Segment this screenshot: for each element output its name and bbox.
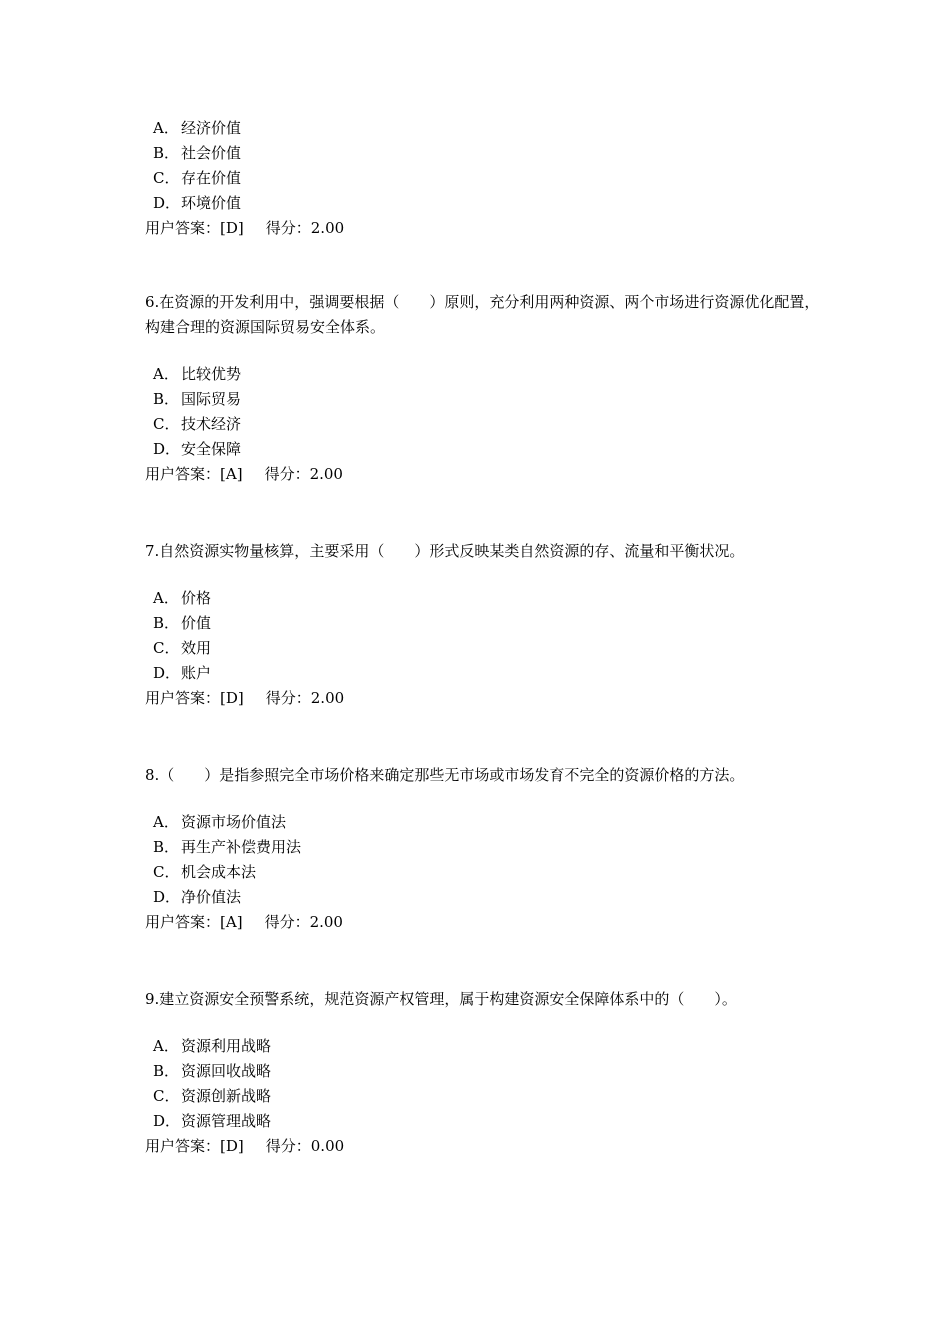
option-c <box>145 412 825 437</box>
option-letter: A． <box>153 119 179 137</box>
option-letter: C． <box>153 1087 180 1105</box>
option-letter: B． <box>153 144 180 162</box>
question-block-6 <box>145 290 825 487</box>
option-b <box>145 611 825 636</box>
option-letter: D． <box>153 440 181 458</box>
option-text: 效用 <box>181 639 212 657</box>
option-letter: B． <box>153 614 180 632</box>
option-a <box>145 116 825 141</box>
answer-label: 用户答案： <box>145 219 221 237</box>
answer-value: [A] <box>220 913 243 931</box>
option-text: 国际贸易 <box>181 390 242 408</box>
score-label: 得分： <box>264 913 310 931</box>
user-answer-line <box>145 462 825 487</box>
option-text: 资源回收战略 <box>181 1062 272 1080</box>
option-letter: B． <box>153 1062 180 1080</box>
option-b <box>145 141 825 166</box>
score-label: 得分： <box>265 1137 311 1155</box>
options-list <box>145 116 825 216</box>
option-d <box>145 1109 825 1134</box>
option-a <box>145 810 825 835</box>
option-b <box>145 835 825 860</box>
option-letter: D． <box>153 1112 181 1130</box>
score-label: 得分： <box>265 689 311 707</box>
question-block-7 <box>145 539 825 711</box>
score-value: 2.00 <box>310 689 345 707</box>
question-text: 6.在资源的开发利用中，强调要根据（ ）原则，充分利用两种资源、两个市场进行资源优化配置，构建合理的资源国际贸易安全体系。 <box>145 293 820 336</box>
option-text: 社会价值 <box>181 144 242 162</box>
option-text: 环境价值 <box>181 194 242 212</box>
option-text: 价值 <box>181 614 212 632</box>
question-text: 8.（ ）是指参照完全市场价格来确定那些无市场或市场发育不完全的资源价格的方法。 <box>145 766 745 784</box>
option-letter: B． <box>153 390 180 408</box>
option-letter: B． <box>153 838 180 856</box>
option-text: 资源创新战略 <box>181 1087 272 1105</box>
option-text: 比较优势 <box>181 365 242 383</box>
option-d <box>145 191 825 216</box>
option-letter: D． <box>153 664 181 682</box>
option-letter: D． <box>153 194 181 212</box>
option-letter: C． <box>153 639 180 657</box>
option-c <box>145 1084 825 1109</box>
option-d <box>145 437 825 462</box>
answer-value: [D] <box>220 1137 244 1155</box>
option-d <box>145 885 825 910</box>
options-list <box>145 810 825 910</box>
option-text: 安全保障 <box>181 440 242 458</box>
answer-label: 用户答案： <box>145 1137 221 1155</box>
option-text: 账户 <box>181 664 212 682</box>
option-letter: A． <box>153 365 179 383</box>
option-text: 经济价值 <box>181 119 242 137</box>
option-text: 净价值法 <box>181 888 242 906</box>
option-letter: A． <box>153 813 179 831</box>
score-label: 得分： <box>264 465 310 483</box>
option-text: 资源利用战略 <box>181 1037 272 1055</box>
option-a <box>145 1034 825 1059</box>
question-text: 7.自然资源实物量核算，主要采用（ ）形式反映某类自然资源的存、流量和平衡状况。 <box>145 542 745 560</box>
options-list <box>145 1034 825 1134</box>
answer-value: [D] <box>220 689 244 707</box>
option-letter: C． <box>153 863 180 881</box>
option-text: 机会成本法 <box>181 863 257 881</box>
option-letter: D． <box>153 888 181 906</box>
user-answer-line <box>145 686 825 711</box>
option-c <box>145 860 825 885</box>
option-letter: A． <box>153 589 179 607</box>
option-a <box>145 362 825 387</box>
options-list <box>145 586 825 686</box>
user-answer-line <box>145 910 825 935</box>
score-value: 2.00 <box>309 913 343 931</box>
option-text: 技术经济 <box>181 415 242 433</box>
option-letter: A． <box>153 1037 179 1055</box>
score-value: 0.00 <box>310 1137 345 1155</box>
answer-label: 用户答案： <box>145 689 221 707</box>
answer-label: 用户答案： <box>145 913 221 931</box>
option-b <box>145 1059 825 1084</box>
answer-value: [D] <box>220 219 244 237</box>
option-c <box>145 166 825 191</box>
options-list <box>145 362 825 462</box>
option-text: 再生产补偿费用法 <box>181 838 302 856</box>
score-label: 得分： <box>265 219 311 237</box>
user-answer-line <box>145 1134 825 1159</box>
answer-label: 用户答案： <box>145 465 221 483</box>
question-block-9 <box>145 987 825 1159</box>
option-letter: C． <box>153 415 180 433</box>
option-letter: C． <box>153 169 180 187</box>
question-text: 9.建立资源安全预警系统，规范资源产权管理，属于构建资源安全保障体系中的（ ）。 <box>145 990 737 1008</box>
question-block-8 <box>145 763 825 935</box>
user-answer-line <box>145 216 825 241</box>
option-a <box>145 586 825 611</box>
score-value: 2.00 <box>310 219 345 237</box>
option-b <box>145 387 825 412</box>
question-block-5 <box>145 116 825 241</box>
option-text: 存在价值 <box>181 169 242 187</box>
answer-value: [A] <box>220 465 243 483</box>
option-text: 资源管理战略 <box>181 1112 272 1130</box>
score-value: 2.00 <box>309 465 343 483</box>
option-text: 价格 <box>181 589 212 607</box>
option-d <box>145 661 825 686</box>
option-c <box>145 636 825 661</box>
option-text: 资源市场价值法 <box>181 813 287 831</box>
